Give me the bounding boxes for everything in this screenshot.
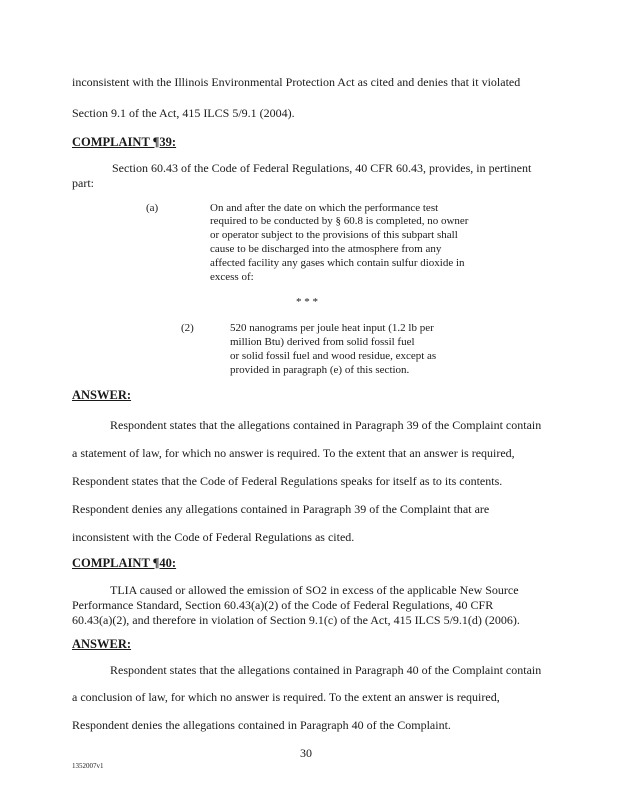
- answer-39-line: Respondent denies any allegations contained in Paragraph 39 of the Complaint that are: [72, 502, 490, 516]
- item-2-line: or solid fossil fuel and wood residue, except as: [230, 350, 437, 362]
- document-id: 1352007v1: [72, 762, 104, 770]
- answer-40-heading: ANSWER:: [72, 637, 132, 651]
- answer-40-line: Respondent states that the allegations contained in Paragraph 40 of the Complaint contain: [110, 663, 542, 677]
- intro-line-1: inconsistent with the Illinois Environmental Protection Act as cited and denies that it violated: [72, 75, 521, 89]
- answer-40-line: Respondent denies the allegations contained in Paragraph 40 of the Complaint.: [72, 718, 451, 732]
- item-2-line: million Btu) derived from solid fossil fuel: [230, 336, 415, 348]
- answer-39-heading: ANSWER:: [72, 388, 132, 402]
- complaint-40-line: TLIA caused or allowed the emission of SO2 in excess of the applicable New Source: [110, 583, 519, 597]
- page-number: 30: [300, 746, 312, 760]
- item-2-line: provided in paragraph (e) of this section.: [230, 364, 410, 376]
- item-a-line: On and after the date on which the performance test: [210, 202, 439, 214]
- item-a-line: required to be conducted by § 60.8 is completed, no owner: [210, 215, 469, 227]
- item-a-line: cause to be discharged into the atmosphere from any: [210, 243, 442, 255]
- item-a-line: or operator subject to the provisions of this subpart shall: [210, 229, 458, 241]
- item-2-line: 520 nanograms per joule heat input (1.2 lb per: [230, 322, 434, 334]
- complaint-39-line-2: part:: [72, 176, 94, 190]
- answer-39-line: Respondent states that the allegations contained in Paragraph 39 of the Complaint contain: [110, 418, 542, 432]
- complaint-40-line: Performance Standard, Section 60.43(a)(2) of the Code of Federal Regulations, 40 CFR: [72, 598, 494, 612]
- answer-40-line: a conclusion of law, for which no answer is required. To the extent an answer is required,: [72, 690, 500, 704]
- item-a-line: excess of:: [210, 271, 254, 283]
- answer-39-line: inconsistent with the Code of Federal Regulations as cited.: [72, 530, 355, 544]
- item-2-label: (2): [181, 322, 194, 334]
- item-a-label: (a): [146, 202, 159, 214]
- ellipsis: * * *: [296, 296, 318, 308]
- complaint-39-heading: COMPLAINT ¶39:: [72, 135, 177, 149]
- intro-line-2: Section 9.1 of the Act, 415 ILCS 5/9.1 (2004).: [72, 106, 295, 120]
- complaint-40-heading: COMPLAINT ¶40:: [72, 556, 177, 570]
- answer-39-line: a statement of law, for which no answer is required. To the extent that an answer is required,: [72, 446, 515, 460]
- item-a-line: affected facility any gases which contain sulfur dioxide in: [210, 257, 465, 269]
- complaint-40-line: 60.43(a)(2), and therefore in violation of Section 9.1(c) of the Act, 415 ILCS 5/9.1(d) (2006).: [72, 613, 520, 627]
- answer-39-line: Respondent states that the Code of Federal Regulations speaks for itself as to its contents.: [72, 474, 503, 488]
- complaint-39-line-1: Section 60.43 of the Code of Federal Regulations, 40 CFR 60.43, provides, in pertinent: [112, 161, 532, 175]
